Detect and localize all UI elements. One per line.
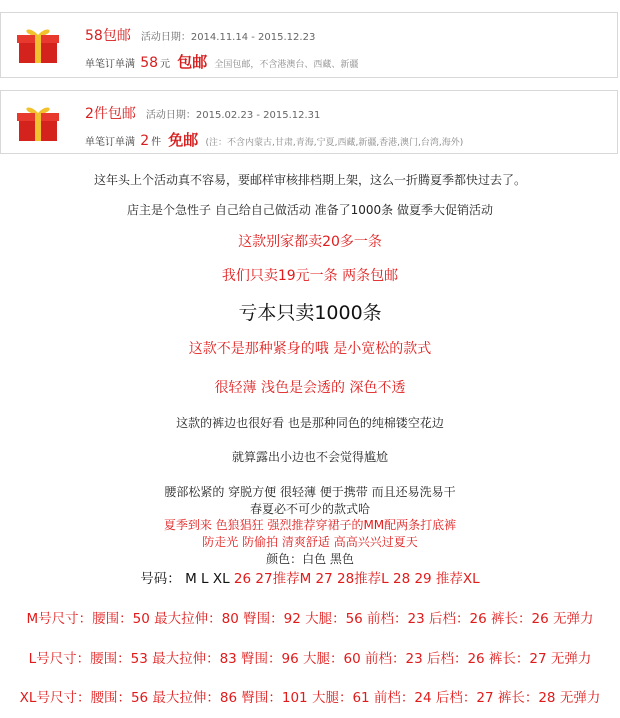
desc-line-highlight: 防走光 防偷拍 清爽舒适 高高兴兴过夏天 <box>202 535 418 549</box>
promo-prefix: 单笔订单满 <box>85 137 135 148</box>
desc-line-headline: 亏本只卖1000条 <box>238 302 382 324</box>
desc-line: 这款的裤边也很好看 也是那种同色的纯棉镂空花边 <box>176 416 444 430</box>
desc-line-highlight: 很轻薄 浅色是会透的 深色不透 <box>214 380 406 396</box>
promo-date: 活动日期：2015.02.23 - 2015.12.31 <box>145 110 321 121</box>
desc-line-highlight: 我们只卖19元一条 两条包邮 <box>221 268 399 284</box>
size-spec-m: M号尺寸：腰围：50 最大拉伸：80 臀围：92 大腿：56 前档：23 后档：26 裤长：26 无弹力 <box>26 611 594 627</box>
promo-condition <box>85 51 358 72</box>
desc-line-highlight: 夏季到来 色狼猖狂 强烈推荐穿裙子的MM配两条打底裤 <box>163 518 457 532</box>
promo-title <box>85 103 320 123</box>
promo-note: (注：不含内蒙古,甘肃,青海,宁夏,西藏,新疆,香港,澳门,台湾,海外) <box>205 138 464 148</box>
promo-title-text: 58包邮 <box>85 28 131 44</box>
promo-condition <box>85 129 463 150</box>
size-recommendation: 26 27推荐M <box>233 571 312 587</box>
size-spec-l: L号尺寸：腰围：53 最大拉伸：83 臀围：96 大腿：60 前档：23 后档：26 裤长：27 无弹力 <box>28 651 592 667</box>
promo-unit: 件 <box>151 137 162 148</box>
promo-card-2-items-free-shipping <box>0 90 618 154</box>
gift-box-icon <box>15 103 61 143</box>
size-recommendation: 28 29 推荐XL <box>392 571 480 587</box>
promo-free-label: 包邮 <box>177 53 208 71</box>
desc-line: 这年头上个活动真不容易，要邮样审核排档期上架，这么一折腾夏季都快过去了。 <box>93 173 526 187</box>
size-basic: M L XL <box>185 571 230 587</box>
size-numbers-row <box>0 567 620 587</box>
desc-line-highlight: 这款别家都卖20多一条 <box>238 234 382 250</box>
promo-note: 全国包邮，不含港澳台、西藏、新疆 <box>214 60 359 70</box>
color-options: 颜色：白色 黑色 <box>266 552 354 566</box>
promo-title-text: 2件包邮 <box>85 106 136 122</box>
size-label: 号码： <box>140 571 181 587</box>
promo-amount: 2 <box>140 133 150 149</box>
desc-line: 店主是个急性子 自己给自己做活动 准备了1000条 做夏季大促销活动 <box>127 203 493 217</box>
size-spec-xl: XL号尺寸：腰围：56 最大拉伸：86 臀围：101 大腿：61 前档：24 后档：27 裤长：28 无弹力 <box>19 690 601 706</box>
gift-box-icon <box>15 25 61 65</box>
promo-free-label: 免邮 <box>168 131 199 149</box>
promo-card-58-free-shipping <box>0 12 618 78</box>
promo-title <box>85 25 315 45</box>
promo-date: 活动日期：2014.11.14 - 2015.12.23 <box>140 32 316 43</box>
size-recommendation: 27 28推荐L <box>315 571 389 587</box>
desc-line: 腰部松紧的 穿脱方便 很轻薄 便于携带 而且还易洗易干 <box>164 485 456 499</box>
desc-line: 就算露出小边也不会觉得尴尬 <box>231 450 388 464</box>
promo-amount: 58 <box>140 55 159 71</box>
desc-line: 春夏必不可少的款式哈 <box>249 502 370 516</box>
promo-unit: 元 <box>160 59 171 70</box>
desc-line-highlight: 这款不是那种紧身的哦 是小宽松的款式 <box>188 341 432 357</box>
promo-prefix: 单笔订单满 <box>85 59 135 70</box>
